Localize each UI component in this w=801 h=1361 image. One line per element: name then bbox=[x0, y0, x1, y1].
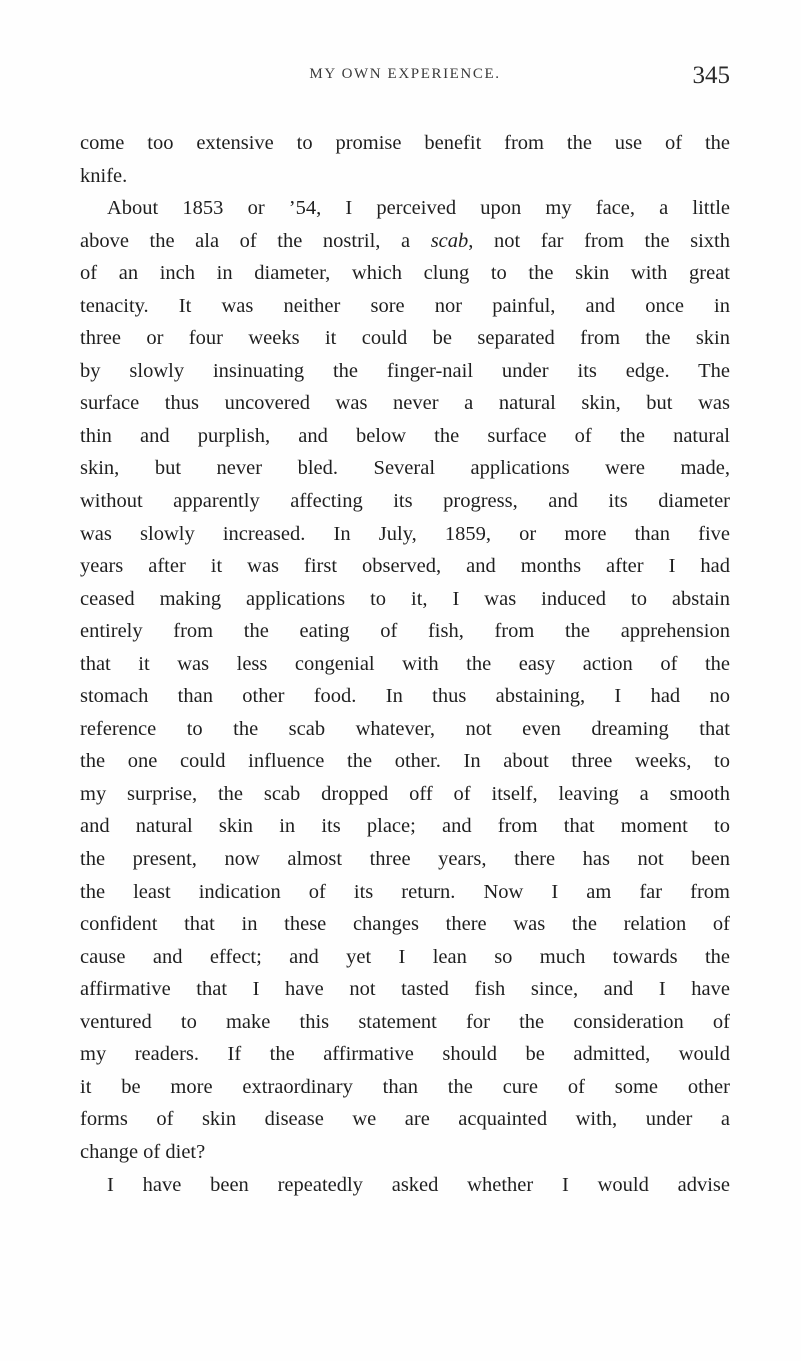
text-line: come too extensive to promise benefit from the use of the bbox=[80, 132, 730, 154]
text-line: the least indication of its return. Now I am far from bbox=[80, 880, 730, 903]
text-line: years after it was first observed, and months after I had bbox=[80, 555, 730, 578]
text-line: affirmative that I have not tasted fish since, and I have bbox=[80, 978, 730, 1001]
italic-term: scab bbox=[430, 229, 469, 252]
text-line: three or four weeks it could be separated from the skin bbox=[80, 327, 730, 350]
text-line: cause and effect; and yet I lean so much towards the bbox=[80, 945, 730, 968]
text-line: forms of skin disease we are acquainted with, under a bbox=[80, 1108, 730, 1131]
text-line: that it was less congenial with the easy action of the bbox=[80, 652, 730, 675]
page-number: 345 bbox=[692, 62, 730, 89]
text-line: ventured to make this statement for the consideration of bbox=[80, 1010, 730, 1033]
text-line: my readers. If the affirmative should be admitted, would bbox=[80, 1043, 730, 1066]
text-line: knife. bbox=[80, 164, 128, 187]
text-line: the present, now almost three years, there has not been bbox=[80, 848, 730, 871]
text-line: entirely from the eating of fish, from the apprehension bbox=[80, 620, 730, 643]
running-title: MY OWN EXPERIENCE. bbox=[309, 66, 501, 82]
text-line: thin and purplish, and below the surface of the natural bbox=[80, 424, 730, 447]
running-head bbox=[80, 62, 730, 92]
text-line: tenacity. It was neither sore nor painful, and once in bbox=[80, 294, 730, 317]
text-line: without apparently affecting its progress, and its diameter bbox=[80, 490, 730, 513]
text-line: skin, but never bled. Several applications were made, bbox=[80, 457, 730, 480]
text-line: it be more extraordinary than the cure of some other bbox=[80, 1075, 730, 1098]
text-line: my surprise, the scab dropped off of itself, leaving a smooth bbox=[80, 782, 730, 805]
text-line: stomach than other food. In thus abstaining, I had no bbox=[80, 685, 730, 708]
text-line: above the ala of the nostril, a scab, not far from the sixth bbox=[80, 229, 730, 252]
text-line: the one could influence the other. In about three weeks, to bbox=[80, 750, 730, 773]
text-line: by slowly insinuating the finger-nail under its edge. The bbox=[80, 359, 730, 382]
paragraph-start-line: I have been repeatedly asked whether I would advise bbox=[107, 1173, 730, 1196]
body-text bbox=[80, 127, 730, 1201]
text-line: change of diet? bbox=[80, 1140, 206, 1163]
text-line: was slowly increased. In July, 1859, or more than five bbox=[80, 522, 730, 545]
text-line: of an inch in diameter, which clung to the skin with great bbox=[80, 262, 730, 285]
text-line: ceased making applications to it, I was induced to abstain bbox=[80, 587, 730, 610]
text-line: confident that in these changes there was the relation of bbox=[80, 913, 730, 936]
text-line: reference to the scab whatever, not even dreaming that bbox=[80, 717, 730, 740]
text-line: surface thus uncovered was never a natural skin, but was bbox=[80, 392, 730, 415]
text-line: and natural skin in its place; and from that moment to bbox=[80, 815, 730, 838]
paragraph-start-line: About 1853 or ’54, I perceived upon my face, a little bbox=[107, 197, 730, 220]
